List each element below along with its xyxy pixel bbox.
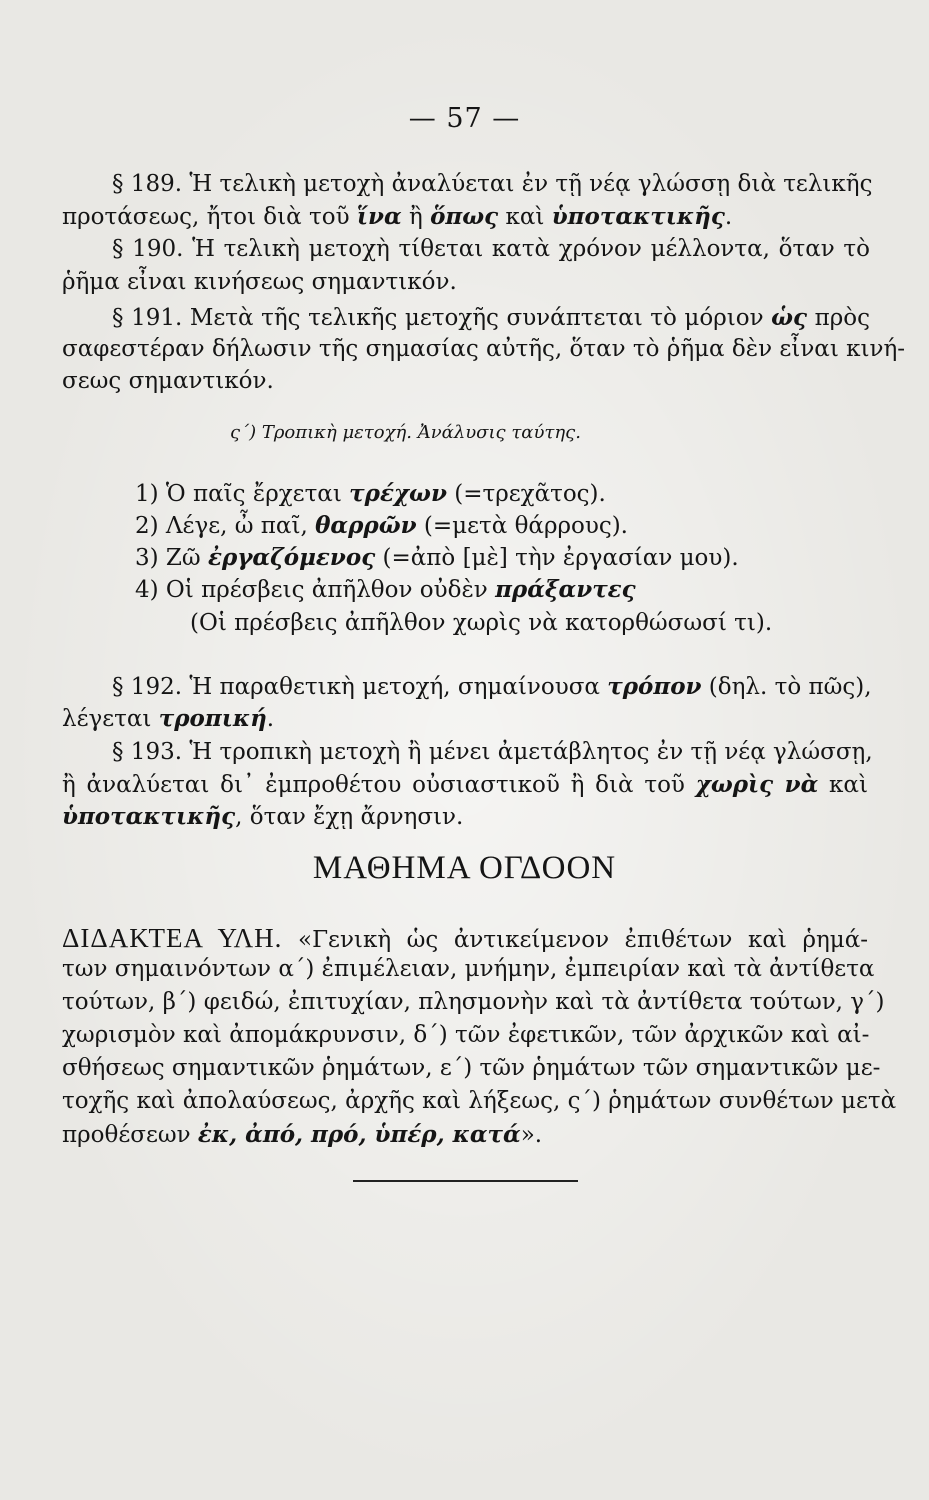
example-4 <box>135 578 636 602</box>
paragraph-191-line-2: σαφεστέραν δήλωσιν τῆς σημασίας αὐτῆς, ὅταν τὸ ῥῆμα δὲν εἶναι κινή- <box>62 336 906 362</box>
text-segment: Ζῶ <box>165 545 208 571</box>
paragraph-191-line-1 <box>112 306 870 330</box>
syllabus-line-3: τούτων, β΄) φειδώ, ἐπιτυχίαν, πλησμονὴν καὶ τὰ ἀντίθετα τούτων, γ΄) <box>62 989 885 1015</box>
syllabus-line-4: χωρισμὸν καὶ ἀπομάκρυνσιν, δ΄) τῶν ἐφετικῶν, τῶν ἀρχικῶν καὶ αἰ- <box>62 1022 870 1048</box>
example-number: 2) <box>135 513 159 539</box>
example-number: 3) <box>135 545 159 571</box>
subheading-tropike-metoche: ς΄) Τροπικὴ μετοχή. Ἀνάλυσις ταύτης. <box>230 422 581 443</box>
text-segment: (δηλ. τὸ πῶς), <box>701 674 872 700</box>
text-segment: καὶ <box>498 204 552 230</box>
text-segment: § 189. Ἡ τελικὴ μετοχὴ ἀναλύεται ἐν τῇ νέᾳ γλώσσῃ διὰ τελικῆς <box>112 171 873 197</box>
text-segment: (=ἀπὸ [μὲ] τὴν ἐργασίαν μου). <box>375 545 739 571</box>
text-segment: ἢ ἀναλύεται δι᾽ ἐμπροθέτου οὐσιαστικοῦ ἢ διὰ τοῦ <box>62 772 696 798</box>
syllabus-line-6: τοχῆς καὶ ἀπολαύσεως, ἀρχῆς καὶ λήξεως, ς΄) ῥημάτων συνθέτων μετὰ <box>62 1088 897 1114</box>
text-segment: Λέγε, ὦ παῖ, <box>165 513 316 539</box>
text-segment: , ὅταν ἔχῃ ἄρνησιν. <box>235 804 464 830</box>
emphasis-prepositions: ἐκ, ἀπό, πρό, ὑπέρ, κατά <box>197 1121 521 1148</box>
text-segment: (=μετὰ θάρρους). <box>416 513 628 539</box>
text-segment: λέγεται <box>62 706 159 732</box>
paragraph-189-line-2 <box>62 205 732 229</box>
paragraph-193-line-1: § 193. Ἡ τροπικὴ μετοχὴ ἢ μένει ἀμετάβλητος ἐν τῇ νέᾳ γλώσσῃ, <box>112 739 873 765</box>
emphasis-hopos: ὅπως <box>430 203 499 230</box>
emphasis-tropike: τροπική <box>158 705 267 732</box>
paragraph-190-line-2: ῥῆμα εἶναι κινήσεως σημαντικόν. <box>62 269 457 295</box>
paragraph-192-line-2 <box>62 707 274 731</box>
page-number: — 57 — <box>408 103 521 134</box>
syllabus-label: ΔΙΔΑΚΤΕΑ ΥΛΗ. <box>62 923 283 953</box>
text-segment: (=τρεχᾶτος). <box>446 481 606 507</box>
emphasis-hina: ἵνα <box>356 203 402 230</box>
text-segment: ». <box>520 1122 543 1148</box>
emphasis-hos: ὡς <box>771 304 808 331</box>
text-segment: καὶ <box>818 772 868 798</box>
example-3 <box>135 546 739 570</box>
paragraph-190-line-1: § 190. Ἡ τελικὴ μετοχὴ τίθεται κατὰ χρόνον μέλλοντα, ὅταν τὸ <box>112 236 870 262</box>
syllabus-line-5: σθήσεως σημαντικῶν ῥημάτων, ε΄) τῶν ῥημάτων τῶν σημαντικῶν με- <box>62 1055 881 1081</box>
text-segment: ἢ <box>401 204 431 230</box>
syllabus-line-1 <box>62 925 868 952</box>
example-number: 4) <box>135 577 159 603</box>
example-2 <box>135 514 628 538</box>
syllabus-line-7 <box>62 1123 542 1147</box>
example-1 <box>135 482 606 506</box>
end-rule-divider <box>353 1180 578 1182</box>
paragraph-191-line-3: σεως σημαντικόν. <box>62 368 274 394</box>
text-segment: § 192. Ἡ παραθετικὴ μετοχή, σημαίνουσα <box>112 674 608 700</box>
paragraph-192-line-1 <box>112 675 870 699</box>
text-segment: Ὁ παῖς ἔρχεται <box>165 481 350 507</box>
emphasis-participle: τρέχων <box>349 480 447 507</box>
text-segment: . <box>266 706 275 732</box>
emphasis-hypotaktikes: ὑποτακτικῆς <box>551 203 725 230</box>
syllabus-line-2: των σημαινόντων α΄) ἐπιμέλειαν, μνήμην, ἐμπειρίαν καὶ τὰ ἀντίθετα <box>62 956 875 982</box>
emphasis-hypotaktikes: ὑποτακτικῆς <box>62 803 236 830</box>
text-segment: προθέσεων <box>62 1122 198 1148</box>
emphasis-participle: πράξαντες <box>495 576 636 603</box>
example-4-paraphrase: (Οἱ πρέσβεις ἀπῆλθον χωρὶς νὰ κατορθώσωσί τι). <box>190 610 773 636</box>
emphasis-tropon: τρόπον <box>607 673 702 700</box>
text-segment: προτάσεως, ἤτοι διὰ τοῦ <box>62 204 357 230</box>
example-number: 1) <box>135 481 159 507</box>
text-segment: . <box>724 204 733 230</box>
text-segment: «Γενικὴ ὡς ἀντικείμενον ἐπιθέτων καὶ ῥημά- <box>298 927 868 953</box>
emphasis-choris-na: χωρὶς νὰ <box>695 771 819 798</box>
paragraph-193-line-3 <box>62 805 463 829</box>
paragraph-189-line-1 <box>112 171 873 197</box>
lesson-title: ΜΑΘΗΜΑ ΟΓΔΟΟΝ <box>312 850 617 886</box>
emphasis-participle: ἐργαζόμενος <box>207 544 376 571</box>
emphasis-participle: θαρρῶν <box>315 512 417 539</box>
text-segment: πρὸς <box>807 305 870 331</box>
text-segment: § 191. Μετὰ τῆς τελικῆς μετοχῆς συνάπτεται τὸ μόριον <box>112 305 772 331</box>
text-segment: Οἱ πρέσβεις ἀπῆλθον οὐδὲν <box>165 577 496 603</box>
paragraph-193-line-2 <box>62 773 868 797</box>
